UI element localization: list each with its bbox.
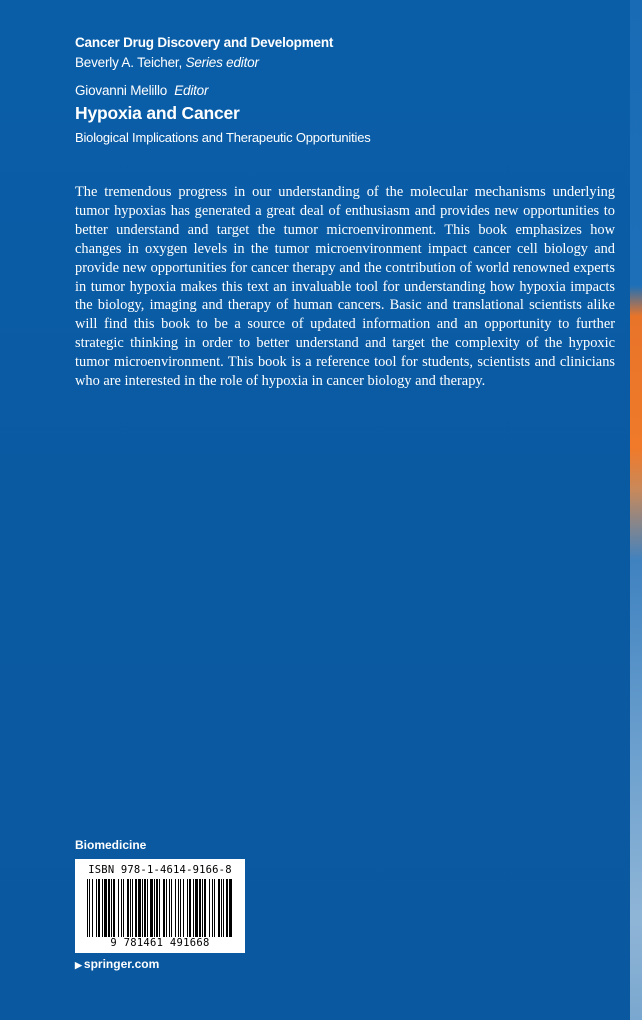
- barcode-bar: [195, 879, 198, 937]
- book-title: Hypoxia and Cancer: [75, 103, 240, 123]
- front-cover-edge: [630, 0, 642, 1020]
- barcode-bar: [187, 879, 188, 937]
- barcode-bar: [166, 879, 167, 937]
- barcode-bar: [212, 879, 213, 937]
- barcode-bar: [130, 879, 131, 937]
- book-description: The tremendous progress in our understanding of the molecular mechanisms underlying tumor hypoxias has generated a great deal of enthusiasm and provides new opportunities to better understand and target the tumor microenvironment. This book emphasizes how changes in oxygen levels in the tumor microenvironment impact cancer cell biology and provide new opportunities for cancer therapy and the contribution of world renowned experts in tumor hypoxia makes this text an invaluable tool for understanding how hypoxia impacts the biology, imaging and therapy of human cancers. Basic and translational scientists alike will find this book to be a source of updated information and an opportunity to further strategic thinking in order to better understand and target the complexity of the hypoxic tumor microenvironment. This book is a reference tool for students, scientists and clinicians who are interested in the role of hypoxia in cancer biology and therapy.: [75, 184, 615, 390]
- barcode-bar: [178, 879, 179, 937]
- barcode-bar: [223, 879, 224, 937]
- play-arrow-icon: ▶: [75, 960, 82, 970]
- barcode-bar: [108, 879, 110, 937]
- isbn-label: ISBN 978-1-4614-9166-8: [88, 864, 232, 876]
- barcode-bar: [189, 879, 191, 937]
- barcode-bar: [111, 879, 112, 937]
- barcode-bar: [199, 879, 201, 937]
- barcode-bar: [113, 879, 115, 937]
- barcode-bar: [132, 879, 133, 937]
- barcode-bar: [193, 879, 194, 937]
- barcode-bar: [147, 879, 148, 937]
- book-editor-role: Editor: [174, 83, 209, 98]
- series-title: Cancer Drug Discovery and Development: [75, 35, 334, 50]
- barcode-bar: [92, 879, 93, 937]
- barcode-bar: [204, 879, 206, 937]
- barcode-bar: [87, 879, 88, 937]
- barcode-bar: [175, 879, 176, 937]
- barcode-bar: [127, 879, 129, 937]
- barcode-bar: [171, 879, 172, 937]
- barcode-bar: [96, 879, 97, 937]
- barcode-bar: [183, 879, 184, 937]
- book-editor-name: Giovanni Melillo: [75, 83, 168, 98]
- barcode-bar: [89, 879, 90, 937]
- barcode-bars: [87, 879, 233, 937]
- isbn-barcode: [75, 859, 245, 953]
- barcode-bar: [202, 879, 203, 937]
- subject-category: Biomedicine: [75, 838, 147, 852]
- barcode-bar: [150, 879, 153, 937]
- barcode-bar: [209, 879, 210, 937]
- barcode-bar: [123, 879, 124, 937]
- barcode-bar: [159, 879, 160, 937]
- barcode-bar: [180, 879, 181, 937]
- series-editor-name: Beverly A. Teicher,: [75, 55, 186, 70]
- barcode-bar: [144, 879, 146, 937]
- barcode-bar: [135, 879, 137, 937]
- barcode-bar: [163, 879, 165, 937]
- barcode-bar: [214, 879, 215, 937]
- barcode-bar: [142, 879, 143, 937]
- publisher-link-text: springer.com: [83, 957, 160, 971]
- publisher-link[interactable]: [75, 957, 159, 971]
- series-editor-role: Series editor: [185, 55, 259, 70]
- barcode-bar: [226, 879, 228, 937]
- barcode-bar: [104, 879, 107, 937]
- book-subtitle: Biological Implications and Therapeutic Opportunities: [75, 130, 371, 145]
- barcode-bar: [138, 879, 141, 937]
- series-info: [75, 33, 333, 73]
- book-info: [75, 82, 371, 148]
- barcode-bar: [229, 879, 232, 937]
- barcode-bar: [118, 879, 119, 937]
- book-editor: [75, 82, 371, 100]
- barcode-bar: [156, 879, 158, 937]
- barcode-digits: 9 781461 491668: [110, 937, 210, 949]
- barcode-bar: [169, 879, 170, 937]
- barcode-bar: [221, 879, 222, 937]
- series-editor: [75, 53, 333, 73]
- barcode-bar: [218, 879, 220, 937]
- barcode-bar: [121, 879, 122, 937]
- barcode-bar: [98, 879, 100, 937]
- barcode-bar: [154, 879, 155, 937]
- barcode-bar: [102, 879, 103, 937]
